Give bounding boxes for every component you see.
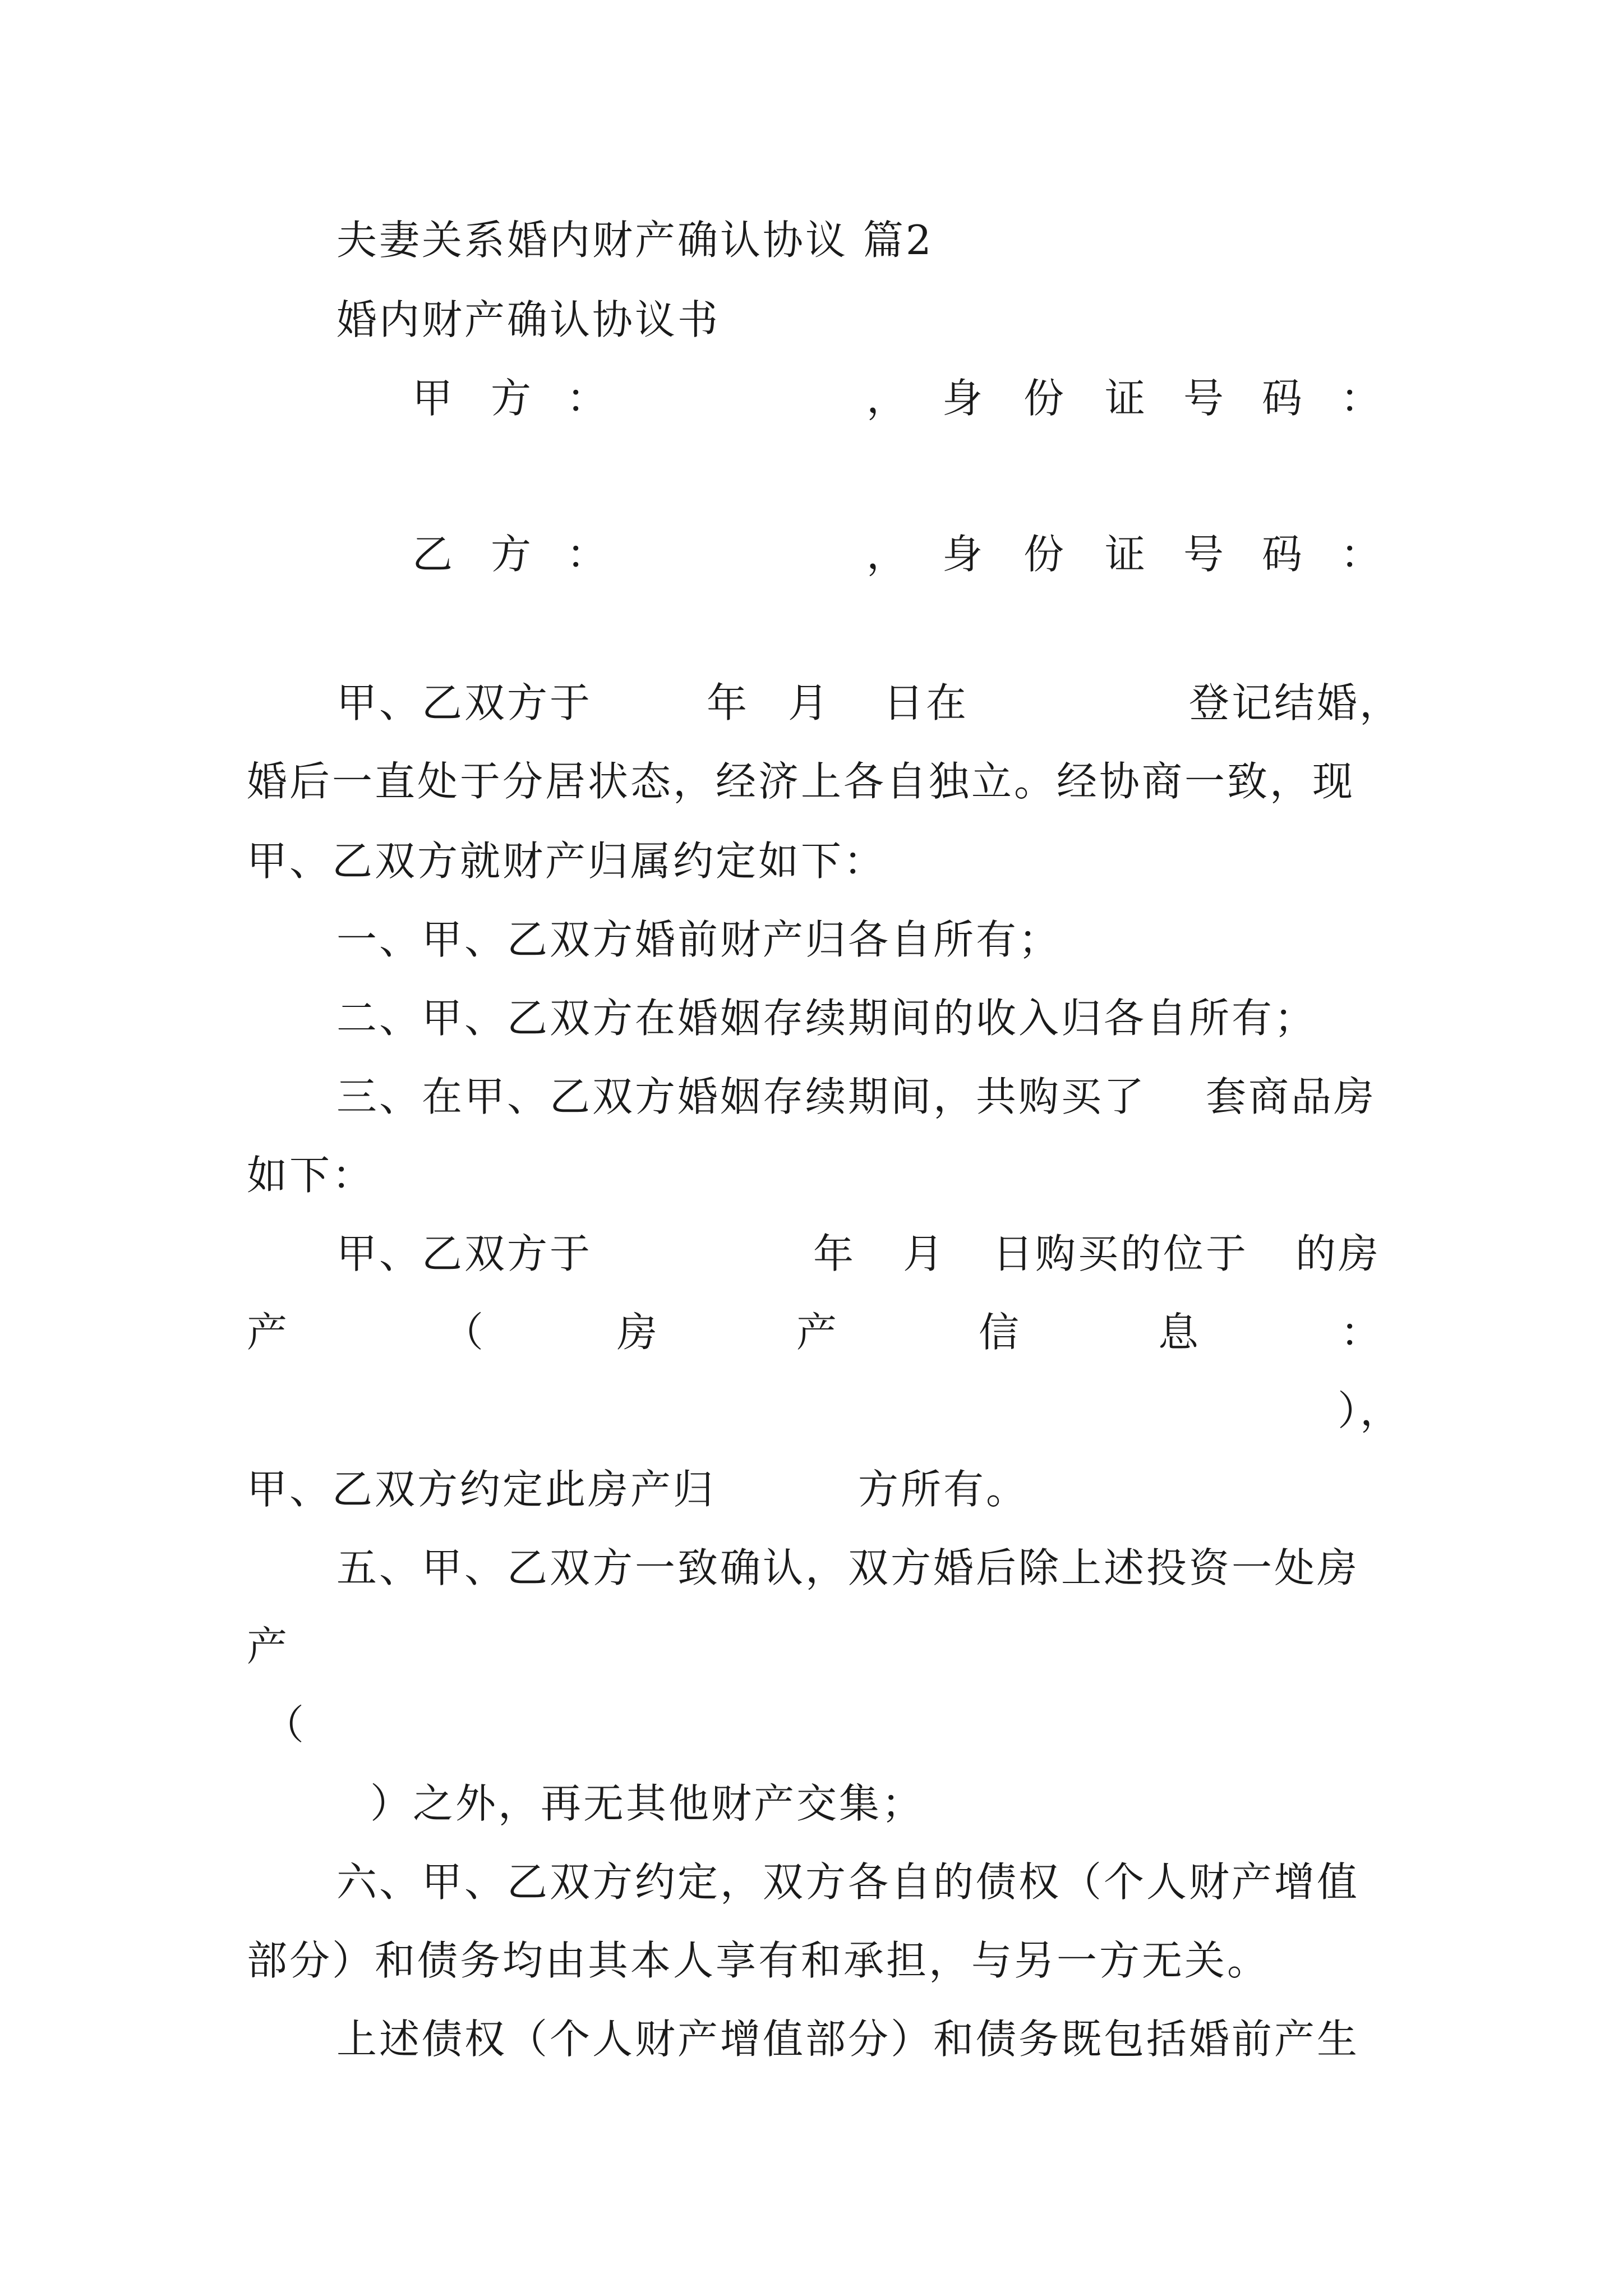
document-page: 夫妻关系婚内财产确认协议 篇2 婚内财产确认协议书 甲 方 ： ， 身 份 证 号 码 ： 乙 方 ： ， 身 份 证 号 码 ： 甲、乙双方于 年 月 日在 登记结婚， 婚后一直处于分居状态，经济上各自独立。经协商一致，现 甲、乙双方就财产归属约定如下： 一、甲、乙双方婚前财产归各自所有； 二、甲、乙双方在婚姻存续期间的收入归各自所有； 三、在甲、乙双方婚姻存续期间，共购买了 套商品房 如下： 甲、乙双方于 年 月 日购买的位于 的房 产 （ 房 产 信 息 ： ）， 甲、乙双方约定此房产归 方所有。 五、甲、乙双方一致确认，双方婚后除上述投资一处房 产 （ ）之外，再无其他财产交集； 六、甲、乙双方约定，双方各自的债权（个人财产增值 部分）和债务均由其本人享有和承担，与另一方无关。 上述债权（个人财产增值部分）和债务既包括婚前产生 [0, 0, 1623, 2296]
clause-2: 二、甲、乙双方在婚姻存续期间的收入归各自所有； [336, 995, 1317, 1042]
clause-1: 一、甲、乙双方婚前财产归各自所有； [336, 916, 1062, 963]
document-subtitle: 婚内财产确认协议书 [336, 296, 721, 343]
document-title: 夫妻关系婚内财产确认协议 篇2 [336, 217, 934, 264]
paragraph-debts: 上述债权（个人财产增值部分）和债务既包括婚前产生 [336, 2016, 1360, 2063]
